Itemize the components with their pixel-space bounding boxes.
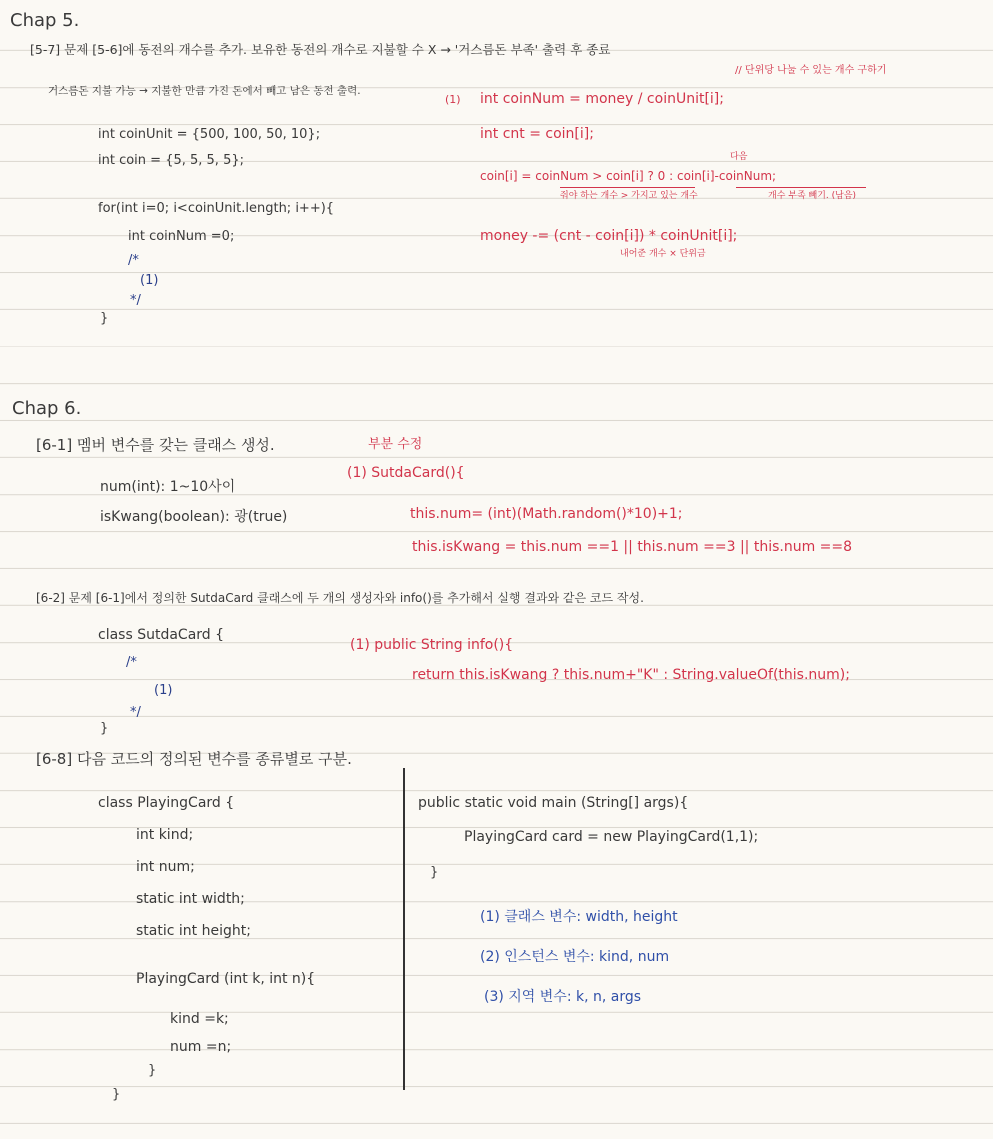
q57-code-close-brace: } bbox=[100, 311, 109, 326]
q62-answer-line-2: return this.isKwang ? this.num+"K" : String.valueOf(this.num); bbox=[412, 667, 850, 683]
q62-code-line-1: class SutdaCard { bbox=[98, 627, 225, 643]
q68-answer-local-vars: (3) 지역 변수: k, n, args bbox=[484, 989, 642, 1005]
q68-code-line-5: static int height; bbox=[136, 923, 251, 939]
q57-title: [5-7] 문제 [5-6]에 동전의 개수를 추가. 보유한 동전의 개수로 지불할 수 X → '거스름돈 부족' 출력 후 종료 bbox=[30, 42, 611, 57]
q68-answer-instance-vars: (2) 인스턴스 변수: kind, num bbox=[480, 949, 670, 965]
column-divider bbox=[403, 768, 405, 1090]
q57-code-comment-open: /* bbox=[128, 253, 139, 268]
q68-code-line-4: static int width; bbox=[136, 891, 245, 907]
q57-code-line-1: int coinUnit = {500, 100, 50, 10}; bbox=[98, 127, 321, 142]
q57-code-line-4: int coinNum =0; bbox=[128, 229, 235, 244]
q68-code-line-9: } bbox=[148, 1063, 157, 1078]
chap6-heading: Chap 6. bbox=[12, 398, 82, 419]
q57-note-top: // 단위당 나눌 수 있는 개수 구하기 bbox=[735, 65, 887, 76]
q62-answer-line-1: (1) public String info(){ bbox=[350, 637, 514, 653]
q61-field-iskwang: isKwang(boolean): 광(true) bbox=[100, 509, 288, 525]
q61-answer-line-2: this.num= (int)(Math.random()*10)+1; bbox=[410, 506, 683, 522]
q68-answer-class-vars: (1) 클래스 변수: width, height bbox=[480, 909, 678, 925]
q61-answer-line-1: (1) SutdaCard(){ bbox=[347, 465, 465, 481]
q57-answer-line-2: int cnt = coin[i]; bbox=[480, 126, 594, 142]
q68-code-line-3: int num; bbox=[136, 859, 195, 875]
q62-code-comment-open: /* bbox=[126, 655, 137, 670]
underline-condition bbox=[560, 187, 695, 188]
q68-main-line-3: } bbox=[430, 865, 439, 880]
q68-main-line-1: public static void main (String[] args){ bbox=[418, 795, 689, 811]
q57-answer-line-1: int coinNum = money / coinUnit[i]; bbox=[480, 91, 724, 107]
q68-code-line-8: num =n; bbox=[170, 1039, 232, 1055]
q57-code-line-2: int coin = {5, 5, 5, 5}; bbox=[98, 153, 244, 168]
q57-answer-label: (1) bbox=[445, 93, 461, 106]
q57-subtitle: 거스름돈 지불 가능 → 지불한 만큼 가진 돈에서 빼고 남은 동전 출력. bbox=[48, 85, 361, 97]
q62-code-close-brace: } bbox=[100, 721, 109, 736]
q68-code-line-6: PlayingCard (int k, int n){ bbox=[136, 971, 316, 987]
chap5-heading: Chap 5. bbox=[10, 10, 80, 31]
q57-answer-line-4: money -= (cnt - coin[i]) * coinUnit[i]; bbox=[480, 228, 738, 244]
q57-answer-line-3: coin[i] = coinNum > coin[i] ? 0 : coin[i]-coinNum; bbox=[480, 169, 777, 183]
q61-title: [6-1] 멤버 변수를 갖는 클래스 생성. bbox=[36, 436, 275, 454]
q57-note-remaining: 개수 부족 빼기. (남음) bbox=[768, 191, 857, 201]
q57-note-other: 다음 bbox=[730, 152, 748, 162]
q62-code-comment-close: */ bbox=[130, 705, 141, 720]
q57-note-used-times-unit: 내어준 개수 × 단위금 bbox=[620, 249, 706, 259]
q57-note-need-vs-have: 줘야 하는 개수 > 가지고 있는 개수 bbox=[560, 191, 698, 201]
q68-main-line-2: PlayingCard card = new PlayingCard(1,1); bbox=[464, 829, 759, 845]
q57-code-line-3: for(int i=0; i<coinUnit.length; i++){ bbox=[98, 201, 335, 216]
q62-code-placeholder: (1) bbox=[154, 683, 173, 698]
q68-code-line-7: kind =k; bbox=[170, 1011, 229, 1027]
q68-code-line-1: class PlayingCard { bbox=[98, 795, 235, 811]
q61-field-num: num(int): 1~10사이 bbox=[100, 479, 236, 495]
q57-code-placeholder: (1) bbox=[140, 273, 159, 288]
q68-code-line-2: int kind; bbox=[136, 827, 194, 843]
q57-code-comment-close: */ bbox=[130, 293, 141, 308]
q62-title: [6-2] 문제 [6-1]에서 정의한 SutdaCard 클래스에 두 개의 생성자와 info()를 추가해서 실행 결과와 같은 코드 작성. bbox=[36, 591, 644, 605]
q68-code-line-10: } bbox=[112, 1087, 121, 1102]
underline-subtract bbox=[736, 187, 866, 188]
q68-title: [6-8] 다음 코드의 정의된 변수를 종류별로 구분. bbox=[36, 750, 352, 768]
q61-answer-line-3: this.isKwang = this.num ==1 || this.num ==3 || this.num ==8 bbox=[412, 539, 853, 555]
q61-partial-label: 부분 수정 bbox=[368, 437, 423, 452]
